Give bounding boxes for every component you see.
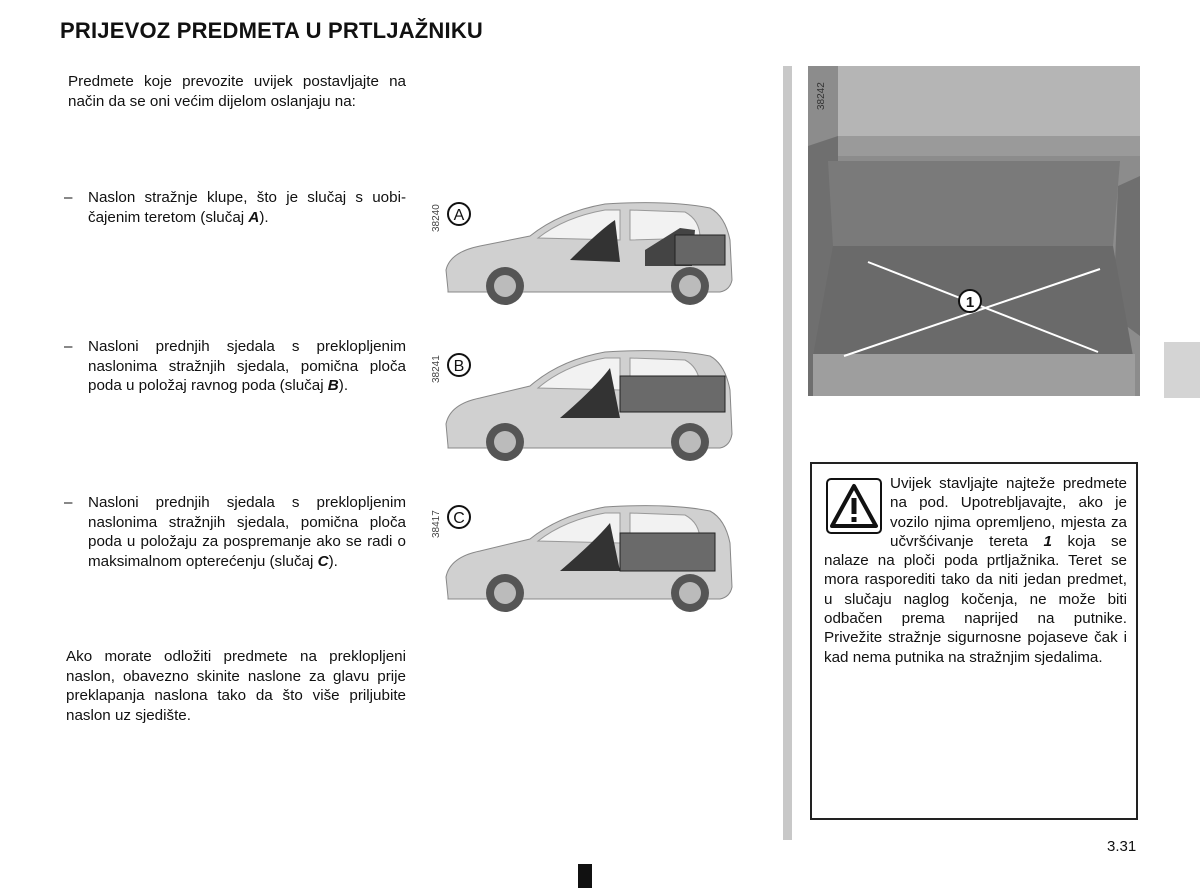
warning-text xyxy=(824,474,1127,667)
bullet-text-after: ). xyxy=(259,208,269,226)
figure-letter-badge xyxy=(448,506,470,528)
bullet-text xyxy=(88,493,406,571)
bullet-case-a xyxy=(64,188,406,227)
figure-code: 38241 xyxy=(431,355,442,383)
case-letter: B xyxy=(327,377,339,394)
bullet-text-after: ). xyxy=(338,377,349,394)
bullet-case-b xyxy=(64,337,406,396)
case-letter: C xyxy=(317,552,329,570)
car-illustration-b xyxy=(430,338,740,468)
bullet-text-before: Nasloni prednjih sjedala s preklopljenim naslonima stražnjih sjedala, pomična ploča poda u položaju za pospremanje ako se radi o maksimalnom opterećenju (slučaj xyxy=(88,494,406,570)
trunk-photo xyxy=(808,66,1140,396)
car-illustration-a xyxy=(430,190,740,310)
marker-number: 1 xyxy=(965,294,975,311)
case-letter: A xyxy=(248,208,260,226)
car-body xyxy=(446,203,732,305)
warning-ref-number: 1 xyxy=(1043,532,1052,550)
figure-letter-badge xyxy=(448,203,470,225)
bullet-text xyxy=(88,188,406,227)
warning-box xyxy=(810,462,1138,820)
figure-code: 38417 xyxy=(431,510,442,538)
car-illustration-c xyxy=(430,493,740,618)
bottom-registration-mark xyxy=(578,864,592,888)
intro-paragraph: Predmete koje prevozite uvijek postavljajte na način da se oni većim dijelom oslanjaju na: xyxy=(68,73,406,110)
page-number: 3.31 xyxy=(1107,838,1137,855)
figure-letter: A xyxy=(453,207,465,224)
bullet-dash: – xyxy=(64,189,73,206)
column-divider xyxy=(783,66,792,840)
bullet-case-c xyxy=(64,493,406,571)
warning-text-before: Uvijek stavljajte najteže predmete na pod. Upotrebljavajte, ako je vozilo njima opremljeno, mjesta za učvršćivanje tereta xyxy=(890,475,1127,550)
figure-letter: C xyxy=(453,510,465,527)
bullet-text-before: Naslon stražnje klupe, što je slučaj s uobi-čajenim teretom (slučaj xyxy=(88,189,406,226)
figure-letter: B xyxy=(453,358,465,375)
figure-letter-badge xyxy=(448,354,470,376)
photo-code: 38242 xyxy=(816,82,827,110)
bullet-text-before: Nasloni prednjih sjedala s preklopljenim naslonima stražnjih sjedala, pomična ploča poda u položaj ravnog poda (slučaj xyxy=(88,338,406,394)
car-body xyxy=(446,506,732,612)
bullet-dash: – xyxy=(64,338,73,355)
figure-code: 38240 xyxy=(431,204,442,232)
outro-paragraph: Ako morate odložiti predmete na preklopljeni naslon, obavezno skinite naslone za glavu prije preklapanja naslona tako da što više priljubite naslon uz sjedište. xyxy=(66,648,406,724)
bullet-dash: – xyxy=(64,494,73,511)
bullet-text xyxy=(88,337,406,396)
section-tab xyxy=(1164,342,1200,398)
car-body xyxy=(446,351,732,461)
page-title: PRIJEVOZ PREDMETA U PRTLJAŽNIKU xyxy=(60,18,484,43)
warning-text-after: koja se nalaze na ploči poda prtljažnika. Teret se mora rasporediti tako da niti jedan predmet, u slučaju naglog kočenja, ne može biti odbačen prema naprijed na putnike. Privežite stražnje sigurnosne pojaseve čak i kad nema putnika na stražnjim sjedalima. xyxy=(824,532,1128,666)
bullet-text-after: ). xyxy=(328,552,338,570)
